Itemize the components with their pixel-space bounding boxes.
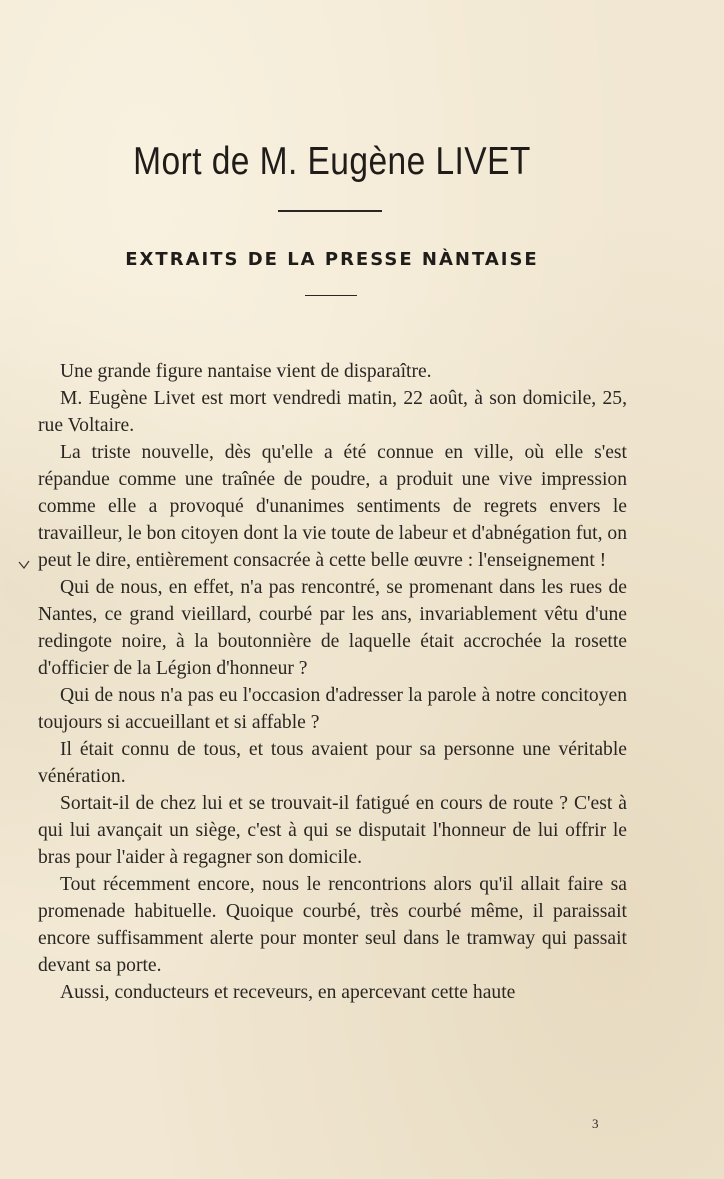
paragraph: La triste nouvelle, dès qu'elle a été connue en ville, où elle s'est répandue comme une traînée de poudre, a produit une vive impression comme elle a provoqué d'unanimes sentiments de regrets envers le travailleur, le bon citoyen dont la vie toute de labeur et d'abnégation fut, on peut le dire, entièrement consacrée à cette belle œuvre : l'enseignement !: [38, 442, 627, 571]
subtitle-divider: [305, 295, 357, 296]
paragraph: Aussi, conducteurs et receveurs, en apercevant cette haute: [60, 982, 516, 1003]
title-divider: [278, 210, 382, 212]
paragraph: M. Eugène Livet est mort vendredi matin, 22 août, à son domicile, 25, rue Voltaire.: [38, 388, 627, 436]
paragraph: Qui de nous, en effet, n'a pas rencontré, se promenant dans les rues de Nantes, ce grand vieillard, courbé par les ans, invariablement vêtu d'une redingote noire, à la boutonnière de laquelle était accrochée la rosette d'officier de la Légion d'honneur ?: [38, 577, 627, 679]
margin-check-mark-icon: [18, 560, 30, 570]
article-title: Mort de M. Eugène LIVET: [133, 140, 531, 183]
page-number: 3: [592, 1116, 599, 1131]
paragraph: Qui de nous n'a pas eu l'occasion d'adresser la parole à notre concitoyen toujours si accueillant et si affable ?: [38, 685, 627, 733]
paragraph: Une grande figure nantaise vient de disparaître.: [60, 361, 432, 382]
article-body: [38, 358, 627, 1006]
article-subtitle: EXTRAITS DE LA PRESSE NÀNTAISE: [125, 249, 539, 270]
paragraph: Tout récemment encore, nous le rencontrions alors qu'il allait faire sa promenade habituelle. Quoique courbé, très courbé même, il paraissait encore suffisamment alerte pour monter seul dans le tramway qui passait devant sa porte.: [38, 874, 627, 976]
paragraph: Il était connu de tous, et tous avaient pour sa personne une véritable vénération.: [38, 739, 627, 787]
paragraph: Sortait-il de chez lui et se trouvait-il fatigué en cours de route ? C'est à qui lui avançait un siège, c'est à qui se disputait l'honneur de lui offrir le bras pour l'aider à regagner son domicile.: [38, 793, 627, 868]
